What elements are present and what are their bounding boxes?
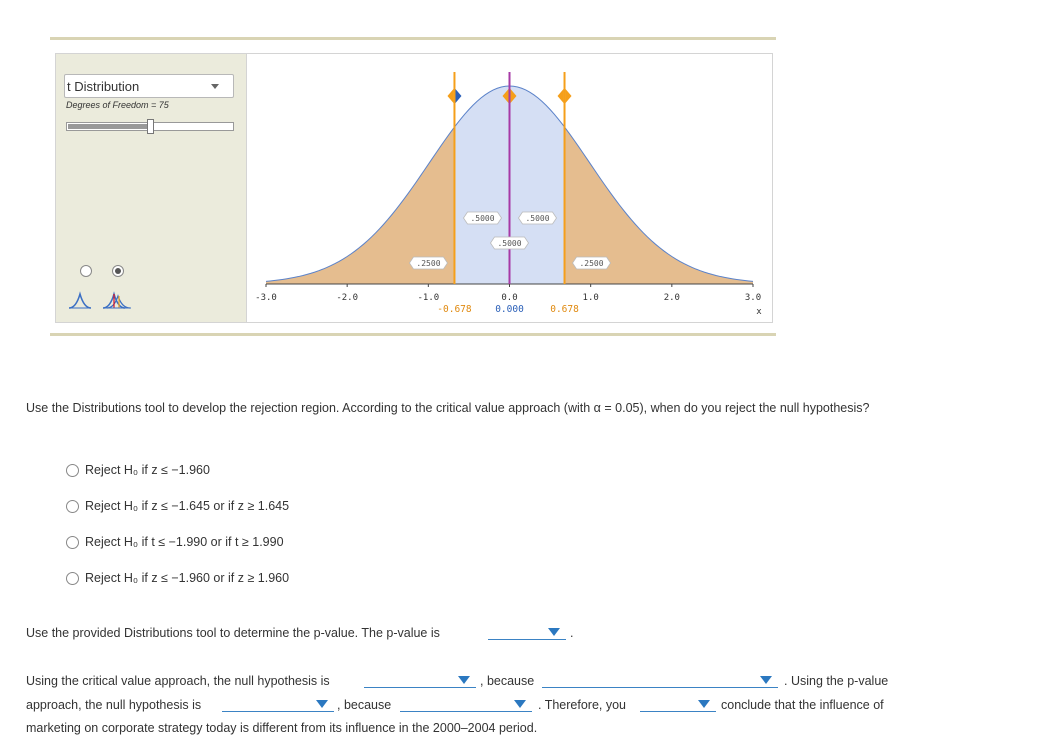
x-tick-label: -1.0: [417, 293, 440, 303]
degrees-of-freedom-label: Degrees of Freedom = 75: [66, 100, 169, 110]
marker-value-label: 0.678: [550, 304, 579, 315]
df-slider-fill: [68, 124, 148, 129]
p-value-dropdown[interactable]: [488, 625, 566, 640]
marker-handle-right-icon[interactable]: [455, 89, 461, 103]
distribution-plot[interactable]: [246, 54, 772, 322]
radio-button[interactable]: [66, 500, 79, 513]
chevron-down-icon: [548, 628, 560, 636]
radio-button[interactable]: [66, 572, 79, 585]
question-3-text-6: . Therefore, you: [538, 698, 627, 712]
marker-handle-left-icon[interactable]: [558, 89, 564, 103]
distribution-select[interactable]: [64, 74, 234, 98]
question-2-end: .: [570, 626, 574, 640]
x-tick-label: 3.0: [744, 293, 762, 303]
display-option-2-radio[interactable]: [112, 265, 124, 277]
df-slider[interactable]: [66, 122, 234, 131]
question-1-text: Use the Distributions tool to develop the rejection region. According to the critical value approach (with α = 0.05), when do you reject the null hypothesis?: [26, 401, 870, 415]
p-value-reason-dropdown[interactable]: [400, 697, 532, 712]
question-3-text-7: conclude that the influence of: [721, 698, 884, 712]
distribution-select-label: t Distribution: [67, 79, 140, 94]
critical-value-decision-dropdown[interactable]: [364, 673, 476, 688]
df-slider-thumb[interactable]: [147, 119, 154, 134]
marker-value-label: -0.678: [437, 304, 472, 315]
question-3-text-5: , because: [337, 698, 392, 712]
x-axis-label: x: [756, 307, 762, 317]
answer-option-4[interactable]: [66, 571, 289, 585]
question-3-text-3: . Using the p-value: [784, 674, 889, 688]
single-curve-icon[interactable]: [68, 290, 92, 310]
x-tick-label: -3.0: [255, 293, 277, 303]
answer-option-label: Reject H₀ if z ≤ −1.960: [85, 463, 210, 477]
critical-value-reason-dropdown[interactable]: [542, 673, 778, 688]
answer-option-label: Reject H₀ if z ≤ −1.960 or if z ≥ 1.960: [85, 571, 290, 585]
marker-handle-right-icon[interactable]: [566, 89, 572, 103]
radio-button[interactable]: [66, 464, 79, 477]
radio-button[interactable]: [66, 536, 79, 549]
tool-control-panel: [56, 54, 247, 322]
marker-value-label: 0.000: [495, 304, 524, 315]
answer-option-label: Reject H₀ if t ≤ −1.990 or if t ≥ 1.990: [85, 535, 284, 549]
answer-option-3[interactable]: [66, 535, 284, 549]
question-3-text-2: , because: [480, 674, 535, 688]
bottom-divider: [50, 333, 776, 336]
question-3-text-8: marketing on corporate strategy today is different from its influence in the 2000–2004 period.: [26, 721, 538, 735]
question-3-text-1: Using the critical value approach, the null hypothesis is: [26, 674, 330, 688]
marker-handle-left-icon[interactable]: [447, 89, 453, 103]
right-tail-area-label: .2500: [579, 259, 604, 268]
chevron-down-icon: [458, 676, 470, 684]
x-tick-label: -2.0: [336, 293, 359, 303]
right-half-area-label: .5000: [525, 214, 550, 223]
question-2-text: Use the provided Distributions tool to determine the p-value. The p-value is: [26, 626, 440, 640]
question-3-text-4: approach, the null hypothesis is: [26, 698, 202, 712]
x-tick-label: 2.0: [663, 293, 680, 303]
multi-curve-icon[interactable]: [102, 290, 132, 310]
top-divider: [50, 37, 776, 40]
conclusion-dropdown[interactable]: [640, 697, 716, 712]
p-value-decision-dropdown[interactable]: [222, 697, 334, 712]
chevron-down-icon: [211, 84, 219, 89]
x-tick-label: 1.0: [582, 293, 599, 303]
answer-option-2[interactable]: [66, 499, 289, 513]
distributions-tool: [55, 53, 773, 323]
chevron-down-icon: [760, 676, 772, 684]
chevron-down-icon: [698, 700, 710, 708]
x-tick-label: 0.0: [501, 293, 518, 303]
answer-option-1[interactable]: [66, 463, 210, 477]
center-area-label: .5000: [497, 239, 522, 248]
display-option-1-radio[interactable]: [80, 265, 92, 277]
left-tail-area-label: .2500: [416, 259, 441, 268]
left-half-area-label: .5000: [470, 214, 495, 223]
chevron-down-icon: [316, 700, 328, 708]
answer-option-label: Reject H₀ if z ≤ −1.645 or if z ≥ 1.645: [85, 499, 290, 513]
chevron-down-icon: [514, 700, 526, 708]
